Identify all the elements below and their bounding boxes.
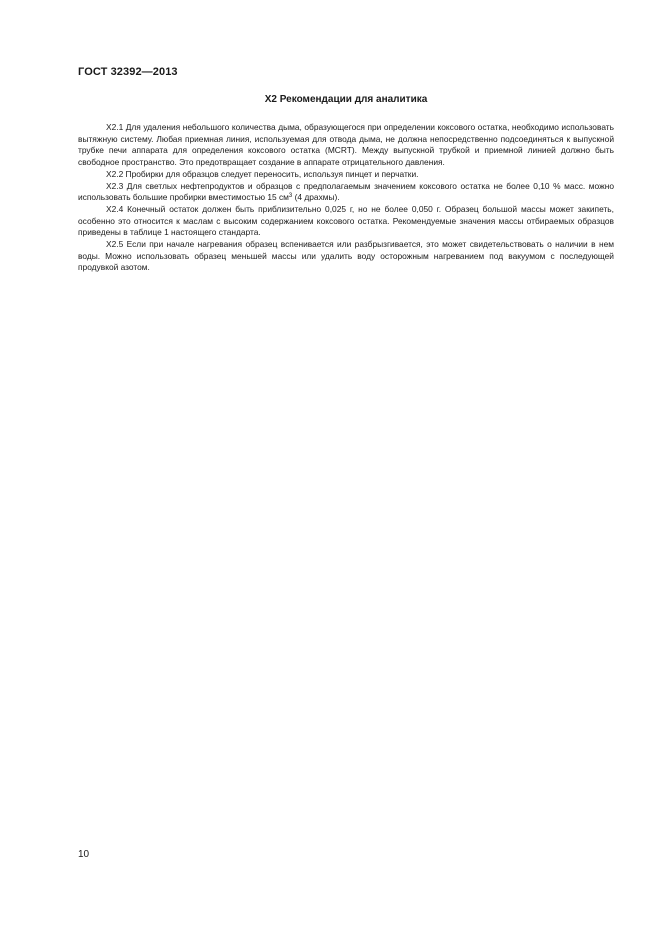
paragraph-x2-1: X2.1 Для удаления небольшого количества дыма, образующегося при определении коксового остатка, необходимо использовать вытяжную систему. Любая приемная линия, используемая для отвода дыма, не должна непосредственно подсоединяться к выпускной трубке печи аппарата для определения коксового остатка (MCRT). Между выпускной трубкой и приемной линией должно быть свободное пространство. Это предотвращает создание в аппарате отрицательного давления. xyxy=(78,122,614,168)
paragraph-x2-4: X2.4 Конечный остаток должен быть приблизительно 0,025 г, но не более 0,050 г. Образец большой массы может закипеть, особенно это относится к маслам с высоким содержанием коксового остатка. Рекомендуемые значения массы отбираемых образцов приведены в таблице 1 настоящего стандарта. xyxy=(78,203,614,238)
paragraph-x2-3-text: X2.3 Для светлых нефтепродуктов и образцов с предполагаемым значением коксового остатка не более 0,10 % масс. можно использовать большие пробирки вместимостью 15 см xyxy=(78,180,614,203)
paragraph-x2-3-tail: (4 драхмы). xyxy=(292,192,340,203)
paragraph-x2-2: X2.2 Пробирки для образцов следует переносить, используя пинцет и перчатки. xyxy=(106,168,419,179)
document-header: ГОСТ 32392—2013 xyxy=(78,66,178,78)
unit-superscript: 3 xyxy=(288,193,293,200)
paragraph-x2-3 xyxy=(78,181,614,204)
section-title: X2 Рекомендации для аналитика xyxy=(264,94,428,105)
section-body xyxy=(78,122,614,274)
paragraph-x2-5: X2.5 Если при начале нагревания образец вспенивается или разбрызгивается, это может свидетельствовать о наличии в нем воды. Можно использовать образец меньшей массы или удалить воду осторожным нагреванием под вакуумом с последующей продувкой азотом. xyxy=(78,239,614,273)
page-number: 10 xyxy=(78,849,90,860)
